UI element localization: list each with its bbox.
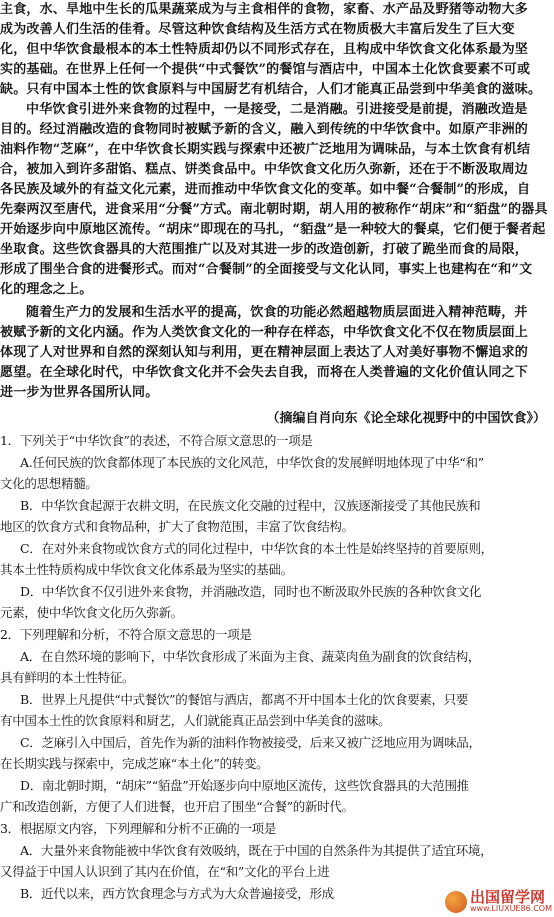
passage-line: 坐取食。这些饮食器具的大范围推广以及对其进一步的改造创新，打破了跪坐而食的局限，: [0, 242, 529, 257]
question-option-continuation: 其本土性特质构成中华饮食文化体系最为坚实的基础。: [0, 562, 293, 577]
question-option: B．中华饮食起源于农耕文明，在民族文化交融的过程中，汉族逐渐接受了其他民族和: [20, 498, 481, 513]
question-option: A．在自然环境的影响下，中华饮食形成了米面为主食、蔬菜肉鱼为副食的饮食结构，: [20, 649, 481, 664]
passage-line: 形成了围坐合食的进餐形式。而对“合餐制”的全面接受与文化认同，事实上也建构在“和”文: [0, 262, 533, 277]
question-option-continuation: 文化的思想精髓。: [0, 476, 98, 491]
passage-line: 被赋予新的文化内涵。作为人类饮食文化的一种存在样态，中华饮食文化不仅在物质层面上: [0, 325, 529, 340]
site-watermark: [445, 890, 552, 913]
question-option-continuation: 在长期实践与探索中，完成芝麻“本土化”的转变。: [0, 756, 269, 771]
globe-logo-icon: [445, 891, 467, 913]
question-option-continuation: 元素，使中华饮食文化历久弥新。: [0, 605, 184, 620]
passage-line: 目的。经过消融改造的食物同时被赋予新的含义，融入到传统的中华饮食中。如原产非洲的: [0, 122, 529, 137]
question-option: A.任何民族的饮食都体现了本民族的文化风范，中华饮食的发展鲜明地体现了中华“和”: [20, 455, 484, 470]
question-option: A．大量外来食物能被中华饮食有效吸纳，既在于中国的自然条件为其提供了适宜环境，: [20, 843, 493, 858]
question-option-continuation: 地区的饮食方式和食物品种，扩大了食物范围，丰富了饮食结构。: [0, 519, 354, 534]
passage-line: 合，被加入到许多甜馅、糕点、饼类食品中。中华饮食文化历久弥新，还在于不断汲取周边: [0, 162, 529, 177]
passage-line: 化的理念之上。: [0, 282, 93, 297]
passage-line: 化，但中华饮食最根本的本土性特质却仍以不同形式存在，且构成中华饮食文化体系最为坚: [0, 42, 529, 57]
question-option: C．在对外来食物或饮食方式的同化过程中，中华饮食的本土性是始终坚持的首要原则，: [20, 541, 493, 556]
question-option: B．世界上凡提供“中式餐饮”的餐馆与酒店，都离不开中国本土化的饮食要素，只要: [20, 692, 469, 707]
question-stem: 3．根据原文内容，下列理解和分析不正确的一项是: [0, 821, 277, 836]
question-option: B．近代以来，西方饮食理念与方式为大众普遍接受，形成: [20, 886, 334, 901]
watermark-url: www.LIUXUE86.COM: [469, 904, 552, 913]
question-option-continuation: 又得益于中国人认识到了其内在价值，在“和”文化的平台上进: [0, 864, 330, 879]
question-option: D．南北朝时期，“胡床”“貊盘”开始逐步向中原地区流传，这些饮食器具的大范围推: [20, 778, 469, 793]
question-option: D．中华饮食不仅引进外来食物，并消融改造，同时也不断汲取外民族的各种饮食文化: [20, 584, 482, 599]
passage-line: 愿望。在全球化时代，中华饮食文化并不会失去自我，而将在人类普遍的文化价值认同之下: [0, 365, 529, 380]
passage-line: 成为改善人们生活的佳肴。尽管这种饮食结构及生活方式在物质极大丰富后发生了巨大变: [0, 22, 515, 37]
question-stem: 2．下列理解和分析，不符合原文意思的一项是: [0, 627, 252, 642]
question-option: C．芝麻引入中国后，首先作为新的油料作物被接受，后来又被广泛地应用为调味品，: [20, 735, 481, 750]
passage-line: 主食，水、旱地中生长的瓜果蔬菜成为与主食相伴的食物，家畜、水产品及野猪等动物大多: [0, 2, 529, 17]
question-option-continuation: 具有鲜明的本土性特征。: [0, 670, 135, 685]
question-option-continuation: 有中国本土性的饮食原料和厨艺，人们就能真正品尝到中华美食的滋味。: [0, 713, 391, 728]
passage-line: 随着生产力的发展和生活水平的提高，饮食的功能必然超越物质层面进入精神范畴，并: [26, 305, 528, 320]
passage-line: 开始逐步向中原地区流传。“胡床”即现在的马扎，“貊盘”是一种较大的餐桌，它们便于餐者起: [0, 222, 546, 237]
passage-line: 先秦两汉至唐代，进食采用“分餐”方式。南北朝时期，胡人用的被称作“胡床”和“貊盘”的器具: [0, 202, 548, 217]
passage-line: 中华饮食引进外来食物的过程中，一是接受，二是消融。引进接受是前提，消融改造是: [26, 102, 528, 117]
passage-line: 实的基础。在世界上任何一个提供“中式餐饮”的餐馆与酒店中，中国本土化饮食要素不可或: [0, 62, 531, 77]
passage-line: 各民族及域外的有益文化元素，进而推动中华饮食文化的变革。如中餐“合餐制”的形成，自: [0, 182, 531, 197]
passage-line: 缺。只有中国本土性的饮食原料与中国厨艺有机结合，人们才能真正品尝到中华美食的滋味。: [0, 82, 542, 97]
passage-line: 油料作物“芝麻”，在中华饮食长期实践与探索中还被广泛地用为调味品，与本土饮食有机结: [0, 142, 531, 157]
passage-line: 进一步为世界各国所认同。: [0, 385, 159, 400]
watermark-title: 出国留学网: [469, 888, 545, 906]
passage-source: （摘编自肖向东《论全球化视野中的中国饮食》）: [266, 411, 546, 426]
question-stem: 1．下列关于“中华饮食”的表述，不符合原文意思的一项是: [0, 433, 313, 448]
question-option-continuation: 广和改造创新，方便了人们进餐，也开启了围坐“合餐”的新时代。: [0, 799, 354, 814]
passage-line: 体现了人对世界和自然的深刻认知与利用，更在精神层面上表达了人对美好事物不懈追求的: [0, 345, 529, 360]
